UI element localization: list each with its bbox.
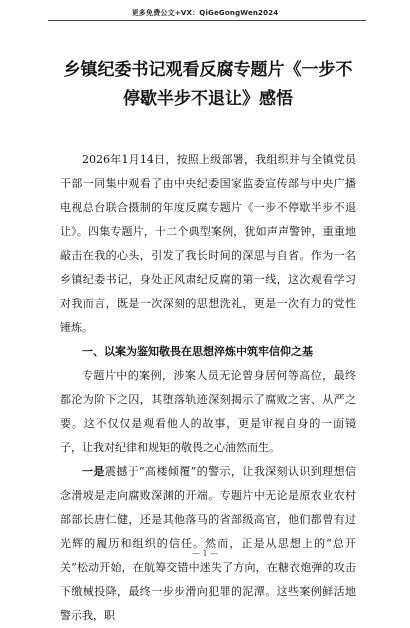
body-paragraph-point-one	[60, 460, 356, 628]
point-text: 震撼于“高楼倾覆”的警示，让我深刻认识到理想信念滑坡是走向腐败深渊的开端。专题片中无论是原农业农村部部长唐仁健，还是其他落马的省部级高官，他们都曾有过光辉的履历和组织的信任。然而，正是从思想上的“总开关”松动开始，在航筹交错中迷失了方向，在糖衣炮弹的攻击下缴械投降，最终一步步滑向犯罪的泥潭。这些案例鲜活地警示我，职	[60, 465, 356, 622]
point-lead: 一是	[82, 465, 105, 478]
body-paragraph: 专题片中的案例，涉案人员无论曾身居何等高位，最终都沦为阶下之囚，其堕落轨迹深刻揭示了腐败之害、从严之要。这不仅仅是观看他人的故事，更是审视自身的一面镜子，让我对纪律和规矩的敬畏之心油然而生。	[60, 369, 356, 454]
intro-paragraph: 2026年1月14日，按照上级部署，我组织并与全镇党员干部一同集中观看了由中央纪委国家监委宣传部与中央广播电视总台联合摄制的年度反腐专题片《一步不停歇半步不退让》。四集专题片，十二个典型案例，犹如声声警钟，重重地敲击在我的心头，引发了我长时间的深思与自省。作为一名乡镇纪委书记，身处正风肃纪反腐的第一线，这次观看学习对我而言，既是一次深刻的思想洗礼，更是一次有力的党性锤炼。	[60, 153, 356, 334]
header-divider	[48, 20, 366, 21]
header-banner: 更多免费公文+VX：QiGeGongWen2024	[131, 9, 279, 17]
document-title: 乡镇纪委书记观看反腐专题片《一步不停歇半步不退让》感悟	[63, 60, 353, 109]
section-heading: 一、以案为鉴知敬畏在思想淬炼中筑牢信仰之基	[82, 345, 313, 358]
page-number: — 1 —	[191, 549, 219, 558]
